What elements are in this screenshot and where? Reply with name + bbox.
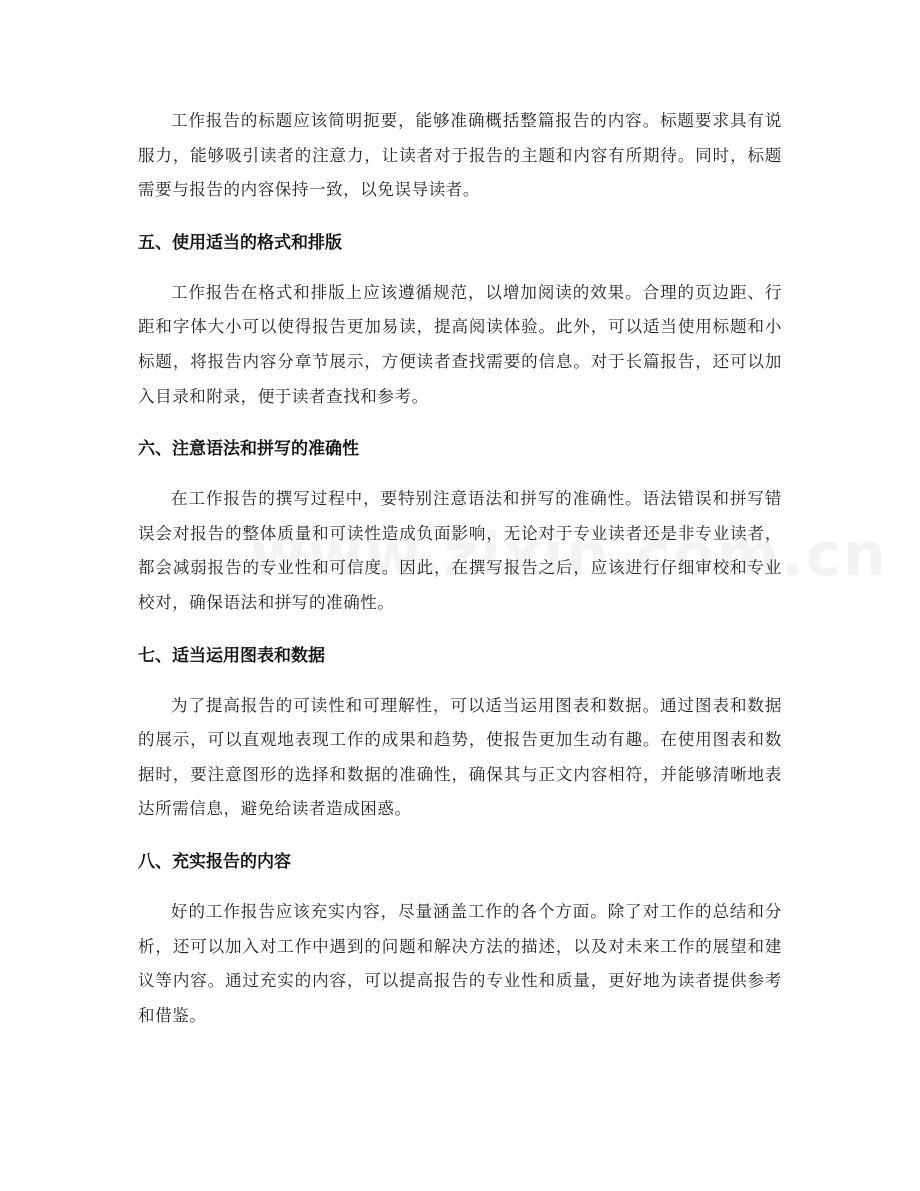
paragraph-charts-data: 为了提高报告的可读性和可理解性，可以适当运用图表和数据。通过图表和数据的展示，可以直观地表现工作的成果和趋势，使报告更加生动有趣。在使用图表和数据时，要注意图形的选择和数据的准确性，确保其与正文内容相符，并能够清晰地表达所需信息，避免给读者造成困惑。 [138, 695, 782, 819]
section-heading-8: 八、充实报告的内容 [138, 851, 291, 872]
section-heading-5: 五、使用适当的格式和排版 [138, 232, 342, 253]
paragraph-format-layout: 工作报告在格式和排版上应该遵循规范，以增加阅读的效果。合理的页边距、行距和字体大小可以使得报告更加易读，提高阅读体验。此外，可以适当使用标题和小标题，将报告内容分章节展示，方便读者查找需要的信息。对于长篇报告，还可以加入目录和附录，便于读者查找和参考。 [138, 282, 782, 406]
document-body [138, 104, 782, 1033]
section-heading-6: 六、注意语法和拼写的准确性 [138, 439, 359, 460]
paragraph-grammar-spelling: 在工作报告的撰写过程中，要特别注意语法和拼写的准确性。语法错误和拼写错误会对报告的整体质量和可读性造成负面影响，无论对于专业读者还是非专业读者，都会减弱报告的专业性和可信度。因此，在撰写报告之后，应该进行仔细审校和专业校对，确保语法和拼写的准确性。 [138, 489, 782, 612]
paragraph-enrich-content: 好的工作报告应该充实内容，尽量涵盖工作的各个方面。除了对工作的总结和分析，还可以加入对工作中遇到的问题和解决方法的描述，以及对未来工作的展望和建议等内容。通过充实的内容，可以提高报告的专业性和质量，更好地为读者提供参考和借鉴。 [138, 901, 782, 1025]
paragraph-title-guidance: 工作报告的标题应该简明扼要，能够准确概括整篇报告的内容。标题要求具有说服力，能够吸引读者的注意力，让读者对于报告的主题和内容有所期待。同时，标题需要与报告的内容保持一致，以免误导读者。 [138, 111, 782, 200]
section-heading-7: 七、适当运用图表和数据 [138, 645, 325, 666]
